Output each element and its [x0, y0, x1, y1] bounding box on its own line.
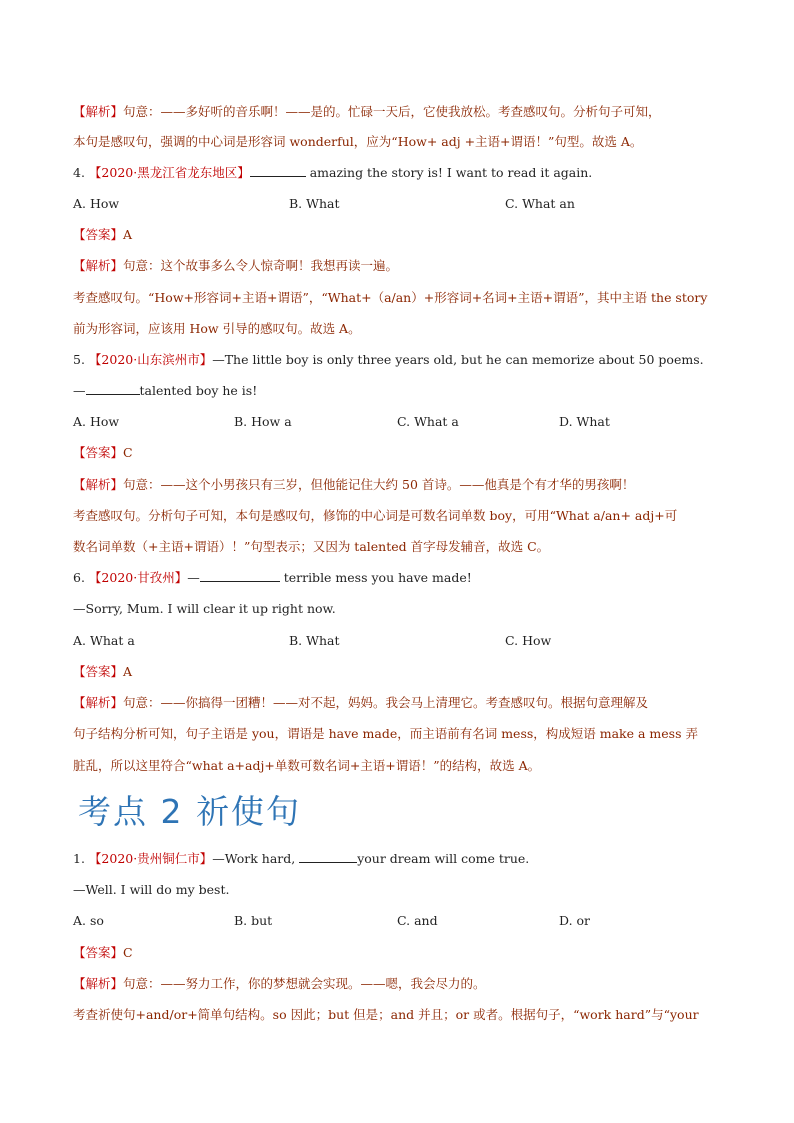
option-a: A. so [73, 913, 104, 928]
option-b: B. What [289, 196, 340, 211]
option-a: A. What a [73, 633, 135, 648]
question-source: 【2020·甘孜州】 [88, 570, 188, 585]
option-c: C. How [505, 633, 552, 648]
answer-tag: 【答案】 [73, 445, 124, 460]
answer-value: C [123, 945, 133, 960]
question-1-stem-2: —Well. I will do my best. [73, 882, 230, 897]
explanation-line: 数名词单数（+主语+谓语）！”句型表示；又因为 talented 首字母发辅音，故选 C。 [73, 539, 550, 554]
answer-value: A [123, 227, 133, 242]
question-source: 【2020·贵州铜仁市】 [88, 851, 213, 866]
explanation-line: 考查祈使句+and/or+简单句结构。so 因此；but 但是；and 并且；or 或者。根据句子，“work hard”与“your [73, 1007, 699, 1022]
analysis-tag: 【解析】 [73, 104, 124, 119]
analysis-tag: 【解析】 [73, 695, 124, 710]
explanation-text: 句意：——这个小男孩只有三岁，但他能记住大约 50 首诗。——他真是个有才华的男孩啊！ [123, 477, 635, 492]
analysis-tag: 【解析】 [73, 258, 124, 273]
option-b: B. How a [234, 414, 292, 429]
option-d: D. or [559, 913, 591, 928]
explanation-line: 本句是感叹句，强调的中心词是形容词 wonderful，应为“How+ adj +主语+谓语！”句型。故选 A。 [73, 134, 643, 149]
answer-tag: 【答案】 [73, 945, 124, 960]
explanation-line [73, 475, 728, 495]
option-b: B. but [234, 913, 273, 928]
explanation-line: 句子结构分析可知，句子主语是 you，谓语是 have made，而主语前有名词 mess，构成短语 make a mess 弄 [73, 726, 698, 741]
answer-tag: 【答案】 [73, 664, 124, 679]
explanation-line [73, 256, 728, 276]
explanation-text: 句意：——多好听的音乐啊！——是的。忙碌一天后，它使我放松。考查感叹句。分析句子可知， [123, 104, 661, 119]
analysis-tag: 【解析】 [73, 976, 124, 991]
question-6-stem-2: —Sorry, Mum. I will clear it up right now. [73, 601, 336, 616]
question-text-after: your dream will come true. [357, 851, 530, 866]
answer-blank [299, 849, 357, 863]
analysis-tag: 【解析】 [73, 477, 124, 492]
question-text: terrible mess you have made! [279, 570, 472, 585]
option-c: C. What an [505, 196, 575, 211]
question-number: 1. [73, 851, 85, 866]
question-5-stem [73, 350, 728, 370]
answer-blank [200, 568, 280, 582]
question-number: 6. [73, 570, 85, 585]
question-text: —Work hard, [212, 851, 300, 866]
question-6-stem: 6. 【2020·甘孜州】— terrible mess you have made! [73, 570, 472, 585]
answer-line [73, 443, 728, 463]
question-source: 【2020·山东滨州市】 [88, 352, 213, 367]
answer-value: A [123, 664, 133, 679]
question-text: talented boy he is! [139, 383, 258, 398]
answer-blank [250, 163, 306, 177]
question-1-stem [73, 849, 728, 869]
question-4-stem [73, 163, 728, 183]
question-source: 【2020·黑龙江省龙东地区】 [88, 165, 250, 180]
explanation-text: 句意：——努力工作，你的梦想就会实现。——嗯，我会尽力的。 [123, 976, 486, 991]
option-c: C. and [397, 913, 438, 928]
answer-blank [86, 381, 140, 395]
explanation-line: 脏乱，所以这里符合“what a+adj+单数可数名词+主语+谓语！”的结构，故选 A。 [73, 758, 541, 773]
option-d: D. What [559, 414, 610, 429]
question-number: 4. [73, 165, 85, 180]
explanation-text: 句意：——你搞得一团糟！——对不起，妈妈。我会马上清理它。考查感叹句。根据句意理解及 [123, 695, 649, 710]
explanation-line [73, 974, 728, 994]
option-a: A. How [73, 196, 120, 211]
explanation-line: 考查感叹句。分析句子可知，本句是感叹句，修饰的中心词是可数名词单数 boy，可用“What a/an+ adj+可 [73, 508, 678, 523]
explanation-text: 句意：这个故事多么令人惊奇啊！我想再读一遍。 [123, 258, 399, 273]
option-c: C. What a [397, 414, 459, 429]
answer-line [73, 943, 728, 963]
question-text: —The little boy is only three years old, but he can memorize about 50 poems. [212, 352, 704, 367]
answer-value: C [123, 445, 133, 460]
question-5-stem-2: — talented boy he is! [73, 383, 258, 398]
answer-line [73, 225, 728, 245]
option-b: B. What [289, 633, 340, 648]
option-a: A. How [73, 414, 120, 429]
section-heading: 考点 2 祈使句 [78, 792, 301, 831]
question-text: amazing the story is! I want to read it again. [305, 165, 593, 180]
answer-line [73, 662, 728, 682]
answer-tag: 【答案】 [73, 227, 124, 242]
explanation-line [73, 102, 728, 122]
question-number: 5. [73, 352, 85, 367]
explanation-line: 前为形容词，应该用 How 引导的感叹句。故选 A。 [73, 321, 361, 336]
explanation-line: 考查感叹句。“How+形容词+主语+谓语”，“What+（a/an）+形容词+名词+主语+谓语”，其中主语 the story [73, 290, 708, 305]
explanation-line [73, 693, 728, 713]
